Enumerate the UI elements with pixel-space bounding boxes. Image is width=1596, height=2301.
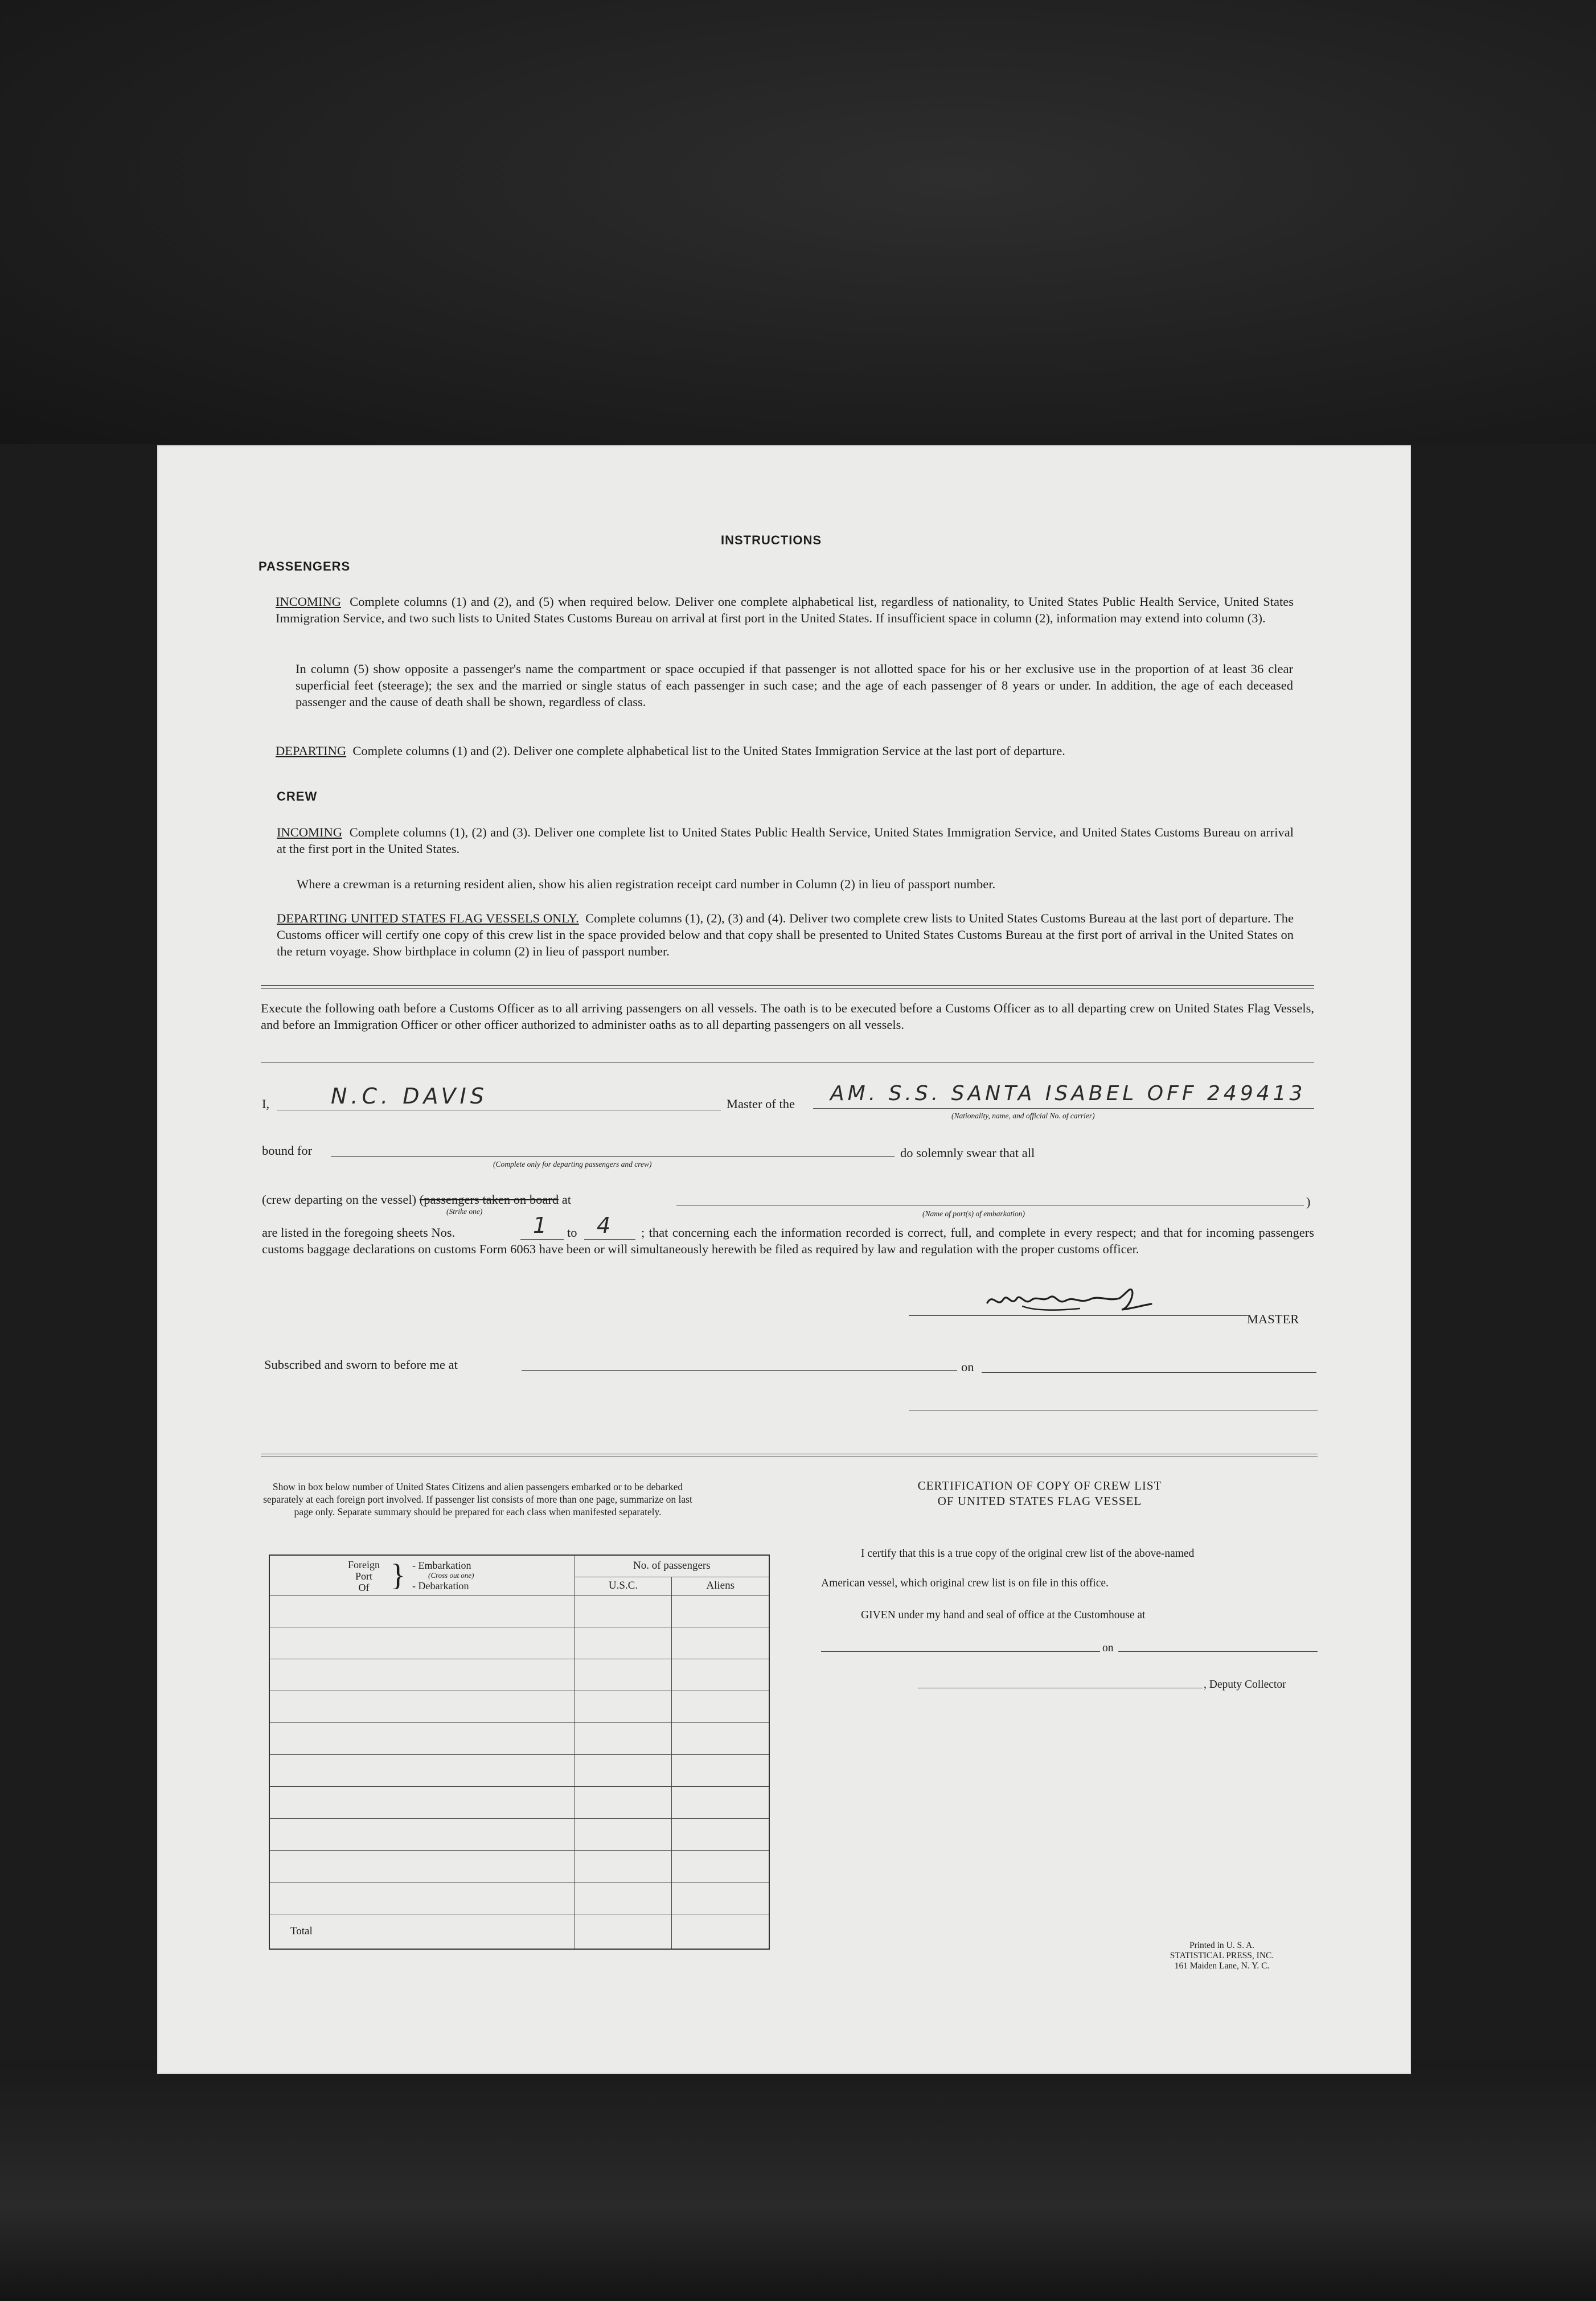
vessel-caption: (Nationality, name, and official No. of carrier): [951, 1111, 1095, 1120]
crew-departing-text: Complete columns (1), (2), (3) and (4). Deliver two complete crew lists to United States Customs Bureau at the last port of departure. The Customs officer will certify one copy of this crew list in the space provided below and that copy shall be presented to United States Customs Bureau at the first port of arrival in the United States on the return voyage. Show birthplace in column (2) in lieu of passport number.: [277, 911, 1294, 958]
customhouse-field[interactable]: [821, 1634, 1100, 1652]
deputy-collector-label: , Deputy Collector: [1204, 1679, 1286, 1691]
divider-rule-1: [261, 985, 1314, 986]
cert-on-field[interactable]: [1118, 1634, 1318, 1652]
printer-line1: Printed in U. S. A.: [1189, 1941, 1255, 1950]
vessel-handwritten: AM. S.S. SANTA ISABEL OFF 249413: [830, 1082, 1306, 1105]
usc-cell[interactable]: [575, 1818, 672, 1850]
aliens-cell[interactable]: [672, 1659, 769, 1691]
scan-background-top: [0, 0, 1596, 444]
sheets-prefix: are listed in the foregoing sheets Nos.: [262, 1225, 456, 1240]
aliens-cell[interactable]: [672, 1722, 769, 1754]
foreign-label: Foreign: [348, 1559, 380, 1570]
usc-cell[interactable]: [575, 1786, 672, 1818]
officer-signature-line[interactable]: [909, 1391, 1318, 1410]
crew-departing-option: [262, 1191, 571, 1208]
usc-cell[interactable]: [575, 1595, 672, 1627]
total-usc-cell[interactable]: [575, 1914, 672, 1949]
usc-cell[interactable]: [575, 1627, 672, 1659]
aliens-cell[interactable]: [672, 1754, 769, 1786]
foreign-port-of-label: [338, 1559, 389, 1593]
printer-line2: STATISTICAL PRESS, INC.: [1170, 1951, 1274, 1960]
aliens-cell[interactable]: [672, 1627, 769, 1659]
port-caption: (Name of port(s) of embarkation): [922, 1209, 1025, 1218]
total-row: [269, 1914, 769, 1949]
debarkation-option[interactable]: - Debarkation: [412, 1580, 469, 1592]
port-close-paren: ): [1306, 1195, 1311, 1209]
at-label: at: [561, 1192, 571, 1207]
crew-incoming-label: INCOMING: [277, 825, 342, 839]
given-text: GIVEN under my hand and seal of office at the Customhouse at: [861, 1609, 1146, 1621]
no-of-passengers-header: No. of passengers: [575, 1555, 769, 1577]
aliens-cell[interactable]: [672, 1786, 769, 1818]
port-cell[interactable]: [269, 1659, 575, 1691]
form-sheet: [157, 445, 1411, 2074]
deputy-collector-field[interactable]: [918, 1671, 1203, 1688]
master-of-label: Master of the: [727, 1097, 795, 1111]
passengers-title: PASSENGERS: [259, 559, 351, 573]
bound-for-field[interactable]: [331, 1137, 895, 1157]
table-row: [269, 1627, 769, 1659]
table-row: [269, 1818, 769, 1850]
divider-rule-1b: [261, 988, 1314, 989]
master-signature-line[interactable]: [909, 1289, 1248, 1316]
table-row: [269, 1754, 769, 1786]
certify-text: I certify that this is a true copy of the original crew list of the above-named: [861, 1548, 1195, 1560]
printer-imprint: [1137, 1941, 1307, 1971]
sworn-at-field[interactable]: [522, 1351, 957, 1371]
aliens-cell[interactable]: [672, 1595, 769, 1627]
usc-cell[interactable]: [575, 1850, 672, 1882]
master-signature: [983, 1286, 1154, 1318]
embarkation-option[interactable]: - Embarkation: [412, 1560, 471, 1571]
port-cell[interactable]: [269, 1691, 575, 1722]
crew-incoming-paragraph: [277, 824, 1294, 857]
table-row: [269, 1722, 769, 1754]
usc-cell[interactable]: [575, 1882, 672, 1914]
port-label: Port: [355, 1570, 372, 1582]
aliens-cell[interactable]: [672, 1818, 769, 1850]
certification-title: [863, 1478, 1216, 1509]
crew-resident-text: Where a crewman is a returning resident alien, show his alien registration receipt card number in Column (2) in lieu of passport number.: [297, 877, 996, 891]
table-row: [269, 1882, 769, 1914]
scan-background-bottom: [0, 2061, 1596, 2301]
port-cell[interactable]: [269, 1882, 575, 1914]
crew-incoming-text: Complete columns (1), (2) and (3). Deliver one complete list to United States Public Health Service, United States Immigration Service, and United States Customs Bureau on arrival at the first port in the United States.: [277, 825, 1294, 856]
port-cell[interactable]: [269, 1754, 575, 1786]
aliens-cell[interactable]: [672, 1882, 769, 1914]
master-label: MASTER: [1247, 1312, 1299, 1326]
table-row: [269, 1691, 769, 1722]
aliens-header: Aliens: [672, 1577, 769, 1595]
summary-instructions: Show in box below number of United States Citizens and alien passengers embarked or to be debarked separately at each foreign port involved. If passenger list consists of more than one page, summarize on last page only. Separate summary should be prepared for each class when manifested separately.: [263, 1481, 692, 1517]
bound-for-caption: (Complete only for departing passengers and crew): [493, 1160, 652, 1168]
of-label: Of: [358, 1582, 370, 1593]
total-aliens-cell[interactable]: [672, 1914, 769, 1949]
total-label: Total: [269, 1914, 575, 1949]
strike-one-caption: (Strike one): [446, 1207, 483, 1216]
sworn-on-label: on: [961, 1360, 974, 1374]
passengers-column5-paragraph: In column (5) show opposite a passenger's name the compartment or space occupied if that passenger is not allotted space for his or her exclusive use in the proportion of at least 36 clear superficial feet (steerage); the sex and the married or single status of each passenger in such case; and the age of each passenger of 8 years or under. In addition, the age of each deceased passenger and the cause of death shall be shown, regardless of class.: [296, 662, 1293, 709]
passenger-summary-table: [269, 1554, 770, 1950]
port-cell[interactable]: [269, 1627, 575, 1659]
oath-intro: Execute the following oath before a Customs Officer as to all arriving passengers on all vessels. The oath is to be executed before a Customs Officer as to all departing crew on United States Flag Vessels, and before an Immigration Officer or other officer authorized to administer oaths as to all departing passengers on all vessels.: [261, 1001, 1314, 1032]
oath-i-label: I,: [262, 1097, 270, 1111]
table-row: [269, 1595, 769, 1627]
port-of-embarkation-field[interactable]: [676, 1186, 1304, 1205]
passengers-taken-struck: (passengers taken on board: [419, 1192, 559, 1207]
bound-for-label: bound for: [262, 1143, 313, 1158]
aliens-cell[interactable]: [672, 1691, 769, 1722]
passengers-incoming-text: Complete columns (1) and (2), and (5) when required below. Deliver one complete alphabetical list, regardless of nationality, to United States Public Health Service, United States Immigration Service, and two such lists to United States Customs Bureau on arrival at first port in the United States. If insufficient space in column (2), information may extend into column (3).: [276, 594, 1294, 625]
cert-on-label: on: [1102, 1642, 1114, 1654]
port-cell[interactable]: [269, 1722, 575, 1754]
printer-line3: 161 Maiden Lane, N. Y. C.: [1174, 1961, 1270, 1971]
embark-debark-options: [412, 1560, 474, 1591]
cross-out-caption: (Cross out one): [428, 1571, 474, 1580]
sheets-to-label: to: [567, 1225, 577, 1240]
usc-cell[interactable]: [575, 1722, 672, 1754]
aliens-cell[interactable]: [672, 1850, 769, 1882]
passengers-departing-text: Complete columns (1) and (2). Deliver one complete alphabetical list to the United States Immigration Service at the last port of departure.: [352, 744, 1065, 758]
certification-title-line2: OF UNITED STATES FLAG VESSEL: [937, 1494, 1142, 1508]
usc-cell[interactable]: [575, 1659, 672, 1691]
crew-departing-text: (crew departing on the vessel): [262, 1192, 417, 1207]
instructions-heading: INSTRUCTIONS: [721, 533, 822, 547]
passengers-departing-paragraph: [276, 743, 1294, 759]
crew-departing-paragraph: [277, 910, 1294, 959]
table-row: [269, 1659, 769, 1691]
port-cell[interactable]: [269, 1786, 575, 1818]
table-row: [269, 1786, 769, 1818]
passengers-incoming-label: INCOMING: [276, 594, 341, 609]
usc-header: U.S.C.: [575, 1577, 672, 1595]
crew-title: CREW: [277, 789, 318, 803]
table-row: [269, 1850, 769, 1882]
certification-title-line1: CERTIFICATION OF COPY OF CREW LIST: [917, 1479, 1162, 1492]
vessel-field[interactable]: [813, 1084, 1314, 1109]
port-cell[interactable]: [269, 1595, 575, 1627]
port-cell[interactable]: [269, 1818, 575, 1850]
usc-cell[interactable]: [575, 1754, 672, 1786]
port-cell[interactable]: [269, 1850, 575, 1882]
passengers-departing-label: DEPARTING: [276, 744, 347, 758]
passengers-incoming-paragraph: [276, 593, 1294, 626]
sheets-text: ; that concerning each the information recorded is correct, full, and complete in every respect; and that for incoming passengers customs baggage declarations on customs Form 6063 have been or will simultaneously herewith be filed as required by law and regulation with the proper customs officer.: [262, 1225, 1314, 1256]
subscribed-label: Subscribed and sworn to before me at: [264, 1357, 458, 1372]
certify-text-2: American vessel, which original crew list is on file in this office.: [821, 1577, 1109, 1589]
master-name-handwritten: N.C. DAVIS: [331, 1084, 488, 1109]
sworn-on-field[interactable]: [982, 1353, 1316, 1373]
sheet-to-handwritten: 4: [597, 1213, 615, 1238]
usc-cell[interactable]: [575, 1691, 672, 1722]
master-name-field[interactable]: [277, 1086, 721, 1110]
brace-icon: }: [391, 1558, 405, 1592]
foreign-port-header: [269, 1555, 575, 1595]
sheet-from-handwritten: 1: [533, 1213, 551, 1238]
crew-departing-label: DEPARTING UNITED STATES FLAG VESSELS ONLY.: [277, 911, 579, 925]
swear-label: do solemnly swear that all: [900, 1146, 1035, 1160]
